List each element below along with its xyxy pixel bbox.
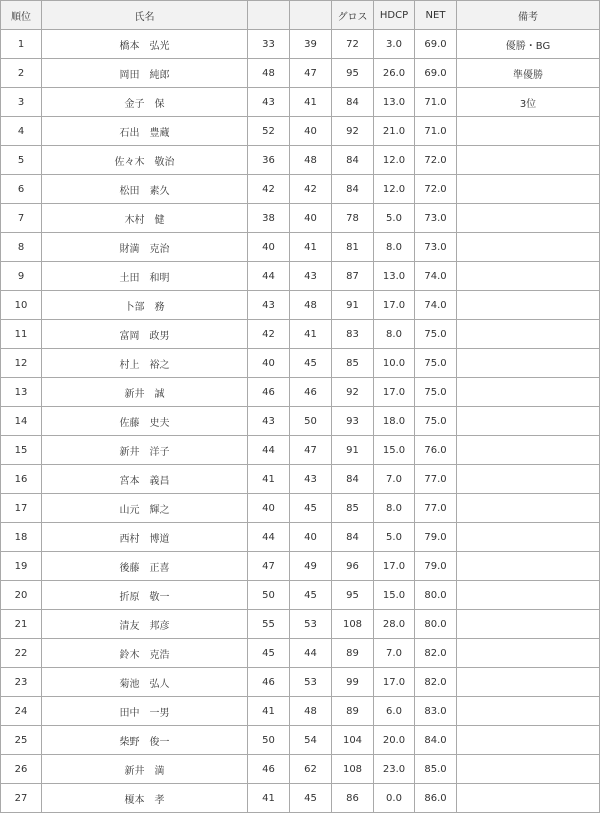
cell-gross: 72: [332, 30, 374, 59]
cell-net: 80.0: [415, 610, 457, 639]
cell-note: [457, 726, 600, 755]
cell-in: 40: [290, 117, 332, 146]
cell-net: 79.0: [415, 552, 457, 581]
cell-in: 62: [290, 755, 332, 784]
cell-gross: 89: [332, 697, 374, 726]
cell-name: 新井 満: [42, 755, 248, 784]
cell-out: 46: [248, 755, 290, 784]
cell-gross: 84: [332, 146, 374, 175]
cell-name: 金子 保: [42, 88, 248, 117]
cell-name: 新井 誠: [42, 378, 248, 407]
table-row: [1, 291, 600, 320]
table-row: [1, 436, 600, 465]
cell-name: 柴野 俊一: [42, 726, 248, 755]
cell-rank: 12: [1, 349, 42, 378]
cell-out: 48: [248, 59, 290, 88]
cell-in: 44: [290, 639, 332, 668]
cell-note: [457, 291, 600, 320]
cell-in: 45: [290, 581, 332, 610]
cell-note: [457, 117, 600, 146]
cell-hdcp: 17.0: [374, 668, 415, 697]
cell-in: 43: [290, 465, 332, 494]
cell-note: [457, 639, 600, 668]
cell-rank: 10: [1, 291, 42, 320]
table-row: [1, 581, 600, 610]
cell-hdcp: 8.0: [374, 494, 415, 523]
table-row: [1, 233, 600, 262]
cell-rank: 2: [1, 59, 42, 88]
cell-in: 40: [290, 204, 332, 233]
cell-hdcp: 17.0: [374, 552, 415, 581]
table-row: [1, 204, 600, 233]
table-row: [1, 668, 600, 697]
cell-out: 45: [248, 639, 290, 668]
cell-note: 3位: [457, 88, 600, 117]
cell-name: 後藤 正喜: [42, 552, 248, 581]
cell-net: 69.0: [415, 59, 457, 88]
cell-note: [457, 581, 600, 610]
cell-name: 新井 洋子: [42, 436, 248, 465]
cell-hdcp: 8.0: [374, 320, 415, 349]
cell-gross: 95: [332, 581, 374, 610]
cell-out: 36: [248, 146, 290, 175]
cell-gross: 99: [332, 668, 374, 697]
cell-rank: 1: [1, 30, 42, 59]
cell-out: 44: [248, 262, 290, 291]
cell-gross: 108: [332, 610, 374, 639]
cell-note: [457, 233, 600, 262]
cell-hdcp: 0.0: [374, 784, 415, 813]
header-net: NET: [415, 1, 457, 30]
cell-gross: 96: [332, 552, 374, 581]
cell-hdcp: 17.0: [374, 291, 415, 320]
cell-name: 村上 裕之: [42, 349, 248, 378]
cell-net: 71.0: [415, 117, 457, 146]
cell-net: 77.0: [415, 494, 457, 523]
table-row: [1, 465, 600, 494]
cell-out: 33: [248, 30, 290, 59]
cell-note: [457, 175, 600, 204]
cell-gross: 84: [332, 523, 374, 552]
cell-gross: 83: [332, 320, 374, 349]
cell-note: [457, 668, 600, 697]
cell-hdcp: 12.0: [374, 175, 415, 204]
cell-out: 47: [248, 552, 290, 581]
cell-in: 45: [290, 494, 332, 523]
cell-net: 72.0: [415, 146, 457, 175]
cell-hdcp: 26.0: [374, 59, 415, 88]
cell-rank: 26: [1, 755, 42, 784]
header-note: 備考: [457, 1, 600, 30]
cell-name: 土田 和明: [42, 262, 248, 291]
cell-rank: 13: [1, 378, 42, 407]
table-row: [1, 262, 600, 291]
table-row: [1, 523, 600, 552]
cell-gross: 104: [332, 726, 374, 755]
cell-rank: 14: [1, 407, 42, 436]
cell-note: [457, 755, 600, 784]
cell-note: [457, 697, 600, 726]
cell-gross: 84: [332, 88, 374, 117]
cell-hdcp: 5.0: [374, 523, 415, 552]
table-row: [1, 726, 600, 755]
cell-gross: 108: [332, 755, 374, 784]
cell-name: 橋本 弘光: [42, 30, 248, 59]
cell-rank: 22: [1, 639, 42, 668]
table-row: [1, 494, 600, 523]
cell-net: 75.0: [415, 349, 457, 378]
cell-name: 西村 博道: [42, 523, 248, 552]
cell-net: 76.0: [415, 436, 457, 465]
cell-out: 42: [248, 175, 290, 204]
cell-gross: 89: [332, 639, 374, 668]
cell-net: 82.0: [415, 639, 457, 668]
cell-in: 42: [290, 175, 332, 204]
cell-name: 財満 克治: [42, 233, 248, 262]
cell-hdcp: 10.0: [374, 349, 415, 378]
cell-rank: 11: [1, 320, 42, 349]
cell-hdcp: 18.0: [374, 407, 415, 436]
cell-rank: 8: [1, 233, 42, 262]
cell-in: 53: [290, 668, 332, 697]
cell-gross: 84: [332, 175, 374, 204]
cell-rank: 16: [1, 465, 42, 494]
cell-in: 49: [290, 552, 332, 581]
cell-note: [457, 262, 600, 291]
cell-gross: 78: [332, 204, 374, 233]
table-row: [1, 349, 600, 378]
cell-hdcp: 7.0: [374, 465, 415, 494]
cell-rank: 18: [1, 523, 42, 552]
cell-rank: 17: [1, 494, 42, 523]
cell-in: 47: [290, 436, 332, 465]
cell-net: 86.0: [415, 784, 457, 813]
cell-rank: 23: [1, 668, 42, 697]
header-row: [1, 1, 600, 30]
cell-rank: 9: [1, 262, 42, 291]
cell-rank: 19: [1, 552, 42, 581]
cell-out: 50: [248, 581, 290, 610]
cell-rank: 20: [1, 581, 42, 610]
cell-name: 富岡 政男: [42, 320, 248, 349]
cell-hdcp: 21.0: [374, 117, 415, 146]
header-out: [248, 1, 290, 30]
cell-gross: 91: [332, 436, 374, 465]
cell-out: 43: [248, 407, 290, 436]
cell-note: [457, 784, 600, 813]
cell-out: 41: [248, 697, 290, 726]
cell-rank: 27: [1, 784, 42, 813]
cell-in: 50: [290, 407, 332, 436]
cell-name: 菊池 弘人: [42, 668, 248, 697]
cell-note: [457, 610, 600, 639]
cell-in: 48: [290, 697, 332, 726]
cell-gross: 84: [332, 465, 374, 494]
cell-rank: 6: [1, 175, 42, 204]
table-row: [1, 784, 600, 813]
cell-out: 44: [248, 523, 290, 552]
cell-note: [457, 378, 600, 407]
cell-gross: 92: [332, 378, 374, 407]
table-row: [1, 552, 600, 581]
cell-name: 山元 輝之: [42, 494, 248, 523]
cell-in: 39: [290, 30, 332, 59]
cell-gross: 85: [332, 349, 374, 378]
cell-out: 41: [248, 784, 290, 813]
cell-note: [457, 494, 600, 523]
cell-rank: 4: [1, 117, 42, 146]
cell-gross: 85: [332, 494, 374, 523]
cell-note: [457, 146, 600, 175]
cell-in: 45: [290, 349, 332, 378]
cell-name: 松田 素久: [42, 175, 248, 204]
cell-gross: 86: [332, 784, 374, 813]
cell-name: 佐々木 敬治: [42, 146, 248, 175]
cell-net: 73.0: [415, 233, 457, 262]
header-hdcp: HDCP: [374, 1, 415, 30]
table-row: [1, 117, 600, 146]
cell-net: 75.0: [415, 378, 457, 407]
cell-in: 47: [290, 59, 332, 88]
header-name: 氏名: [42, 1, 248, 30]
table-row: [1, 88, 600, 117]
cell-out: 46: [248, 378, 290, 407]
cell-gross: 93: [332, 407, 374, 436]
cell-name: 卜部 務: [42, 291, 248, 320]
table-row: [1, 59, 600, 88]
table-row: [1, 639, 600, 668]
cell-in: 54: [290, 726, 332, 755]
cell-name: 折原 敬一: [42, 581, 248, 610]
cell-in: 45: [290, 784, 332, 813]
table-row: [1, 697, 600, 726]
cell-name: 石出 豊蔵: [42, 117, 248, 146]
cell-note: [457, 436, 600, 465]
cell-note: 優勝・BG: [457, 30, 600, 59]
cell-in: 48: [290, 146, 332, 175]
cell-rank: 25: [1, 726, 42, 755]
table-row: [1, 378, 600, 407]
cell-out: 52: [248, 117, 290, 146]
cell-net: 80.0: [415, 581, 457, 610]
cell-name: 佐藤 史夫: [42, 407, 248, 436]
cell-hdcp: 7.0: [374, 639, 415, 668]
table-row: [1, 755, 600, 784]
cell-out: 40: [248, 494, 290, 523]
cell-net: 79.0: [415, 523, 457, 552]
cell-name: 宮本 義昌: [42, 465, 248, 494]
cell-out: 55: [248, 610, 290, 639]
cell-hdcp: 6.0: [374, 697, 415, 726]
cell-out: 50: [248, 726, 290, 755]
cell-hdcp: 13.0: [374, 262, 415, 291]
cell-note: 準優勝: [457, 59, 600, 88]
header-gross: グロス: [332, 1, 374, 30]
cell-net: 85.0: [415, 755, 457, 784]
cell-out: 43: [248, 88, 290, 117]
cell-net: 82.0: [415, 668, 457, 697]
cell-net: 74.0: [415, 291, 457, 320]
cell-name: 田中 一男: [42, 697, 248, 726]
cell-hdcp: 15.0: [374, 581, 415, 610]
cell-hdcp: 17.0: [374, 378, 415, 407]
header-rank: 順位: [1, 1, 42, 30]
cell-note: [457, 465, 600, 494]
table-row: [1, 407, 600, 436]
cell-gross: 81: [332, 233, 374, 262]
cell-hdcp: 13.0: [374, 88, 415, 117]
cell-hdcp: 15.0: [374, 436, 415, 465]
table-row: [1, 30, 600, 59]
cell-out: 40: [248, 233, 290, 262]
cell-out: 40: [248, 349, 290, 378]
cell-in: 53: [290, 610, 332, 639]
cell-in: 48: [290, 291, 332, 320]
cell-hdcp: 20.0: [374, 726, 415, 755]
cell-rank: 15: [1, 436, 42, 465]
cell-net: 83.0: [415, 697, 457, 726]
cell-net: 74.0: [415, 262, 457, 291]
cell-net: 75.0: [415, 320, 457, 349]
table-row: [1, 146, 600, 175]
cell-name: 榎本 孝: [42, 784, 248, 813]
cell-rank: 24: [1, 697, 42, 726]
cell-note: [457, 523, 600, 552]
cell-in: 41: [290, 233, 332, 262]
cell-out: 44: [248, 436, 290, 465]
cell-rank: 21: [1, 610, 42, 639]
cell-hdcp: 3.0: [374, 30, 415, 59]
cell-out: 46: [248, 668, 290, 697]
cell-in: 41: [290, 320, 332, 349]
cell-out: 42: [248, 320, 290, 349]
cell-in: 41: [290, 88, 332, 117]
cell-hdcp: 23.0: [374, 755, 415, 784]
cell-net: 71.0: [415, 88, 457, 117]
table-row: [1, 610, 600, 639]
cell-gross: 91: [332, 291, 374, 320]
cell-note: [457, 204, 600, 233]
table-row: [1, 175, 600, 204]
cell-rank: 3: [1, 88, 42, 117]
cell-in: 40: [290, 523, 332, 552]
table-row: [1, 320, 600, 349]
cell-note: [457, 407, 600, 436]
results-body: [1, 30, 600, 813]
cell-note: [457, 552, 600, 581]
cell-name: 鈴木 克浩: [42, 639, 248, 668]
header-in: [290, 1, 332, 30]
cell-note: [457, 320, 600, 349]
cell-name: 木村 健: [42, 204, 248, 233]
cell-hdcp: 28.0: [374, 610, 415, 639]
cell-rank: 7: [1, 204, 42, 233]
cell-out: 43: [248, 291, 290, 320]
cell-net: 84.0: [415, 726, 457, 755]
cell-gross: 92: [332, 117, 374, 146]
cell-name: 岡田 純郎: [42, 59, 248, 88]
cell-net: 72.0: [415, 175, 457, 204]
cell-gross: 95: [332, 59, 374, 88]
cell-note: [457, 349, 600, 378]
cell-gross: 87: [332, 262, 374, 291]
cell-out: 38: [248, 204, 290, 233]
cell-net: 75.0: [415, 407, 457, 436]
cell-in: 46: [290, 378, 332, 407]
cell-hdcp: 8.0: [374, 233, 415, 262]
cell-net: 73.0: [415, 204, 457, 233]
cell-in: 43: [290, 262, 332, 291]
cell-rank: 5: [1, 146, 42, 175]
cell-out: 41: [248, 465, 290, 494]
cell-hdcp: 5.0: [374, 204, 415, 233]
cell-net: 77.0: [415, 465, 457, 494]
cell-name: 清友 邦彦: [42, 610, 248, 639]
cell-net: 69.0: [415, 30, 457, 59]
cell-hdcp: 12.0: [374, 146, 415, 175]
